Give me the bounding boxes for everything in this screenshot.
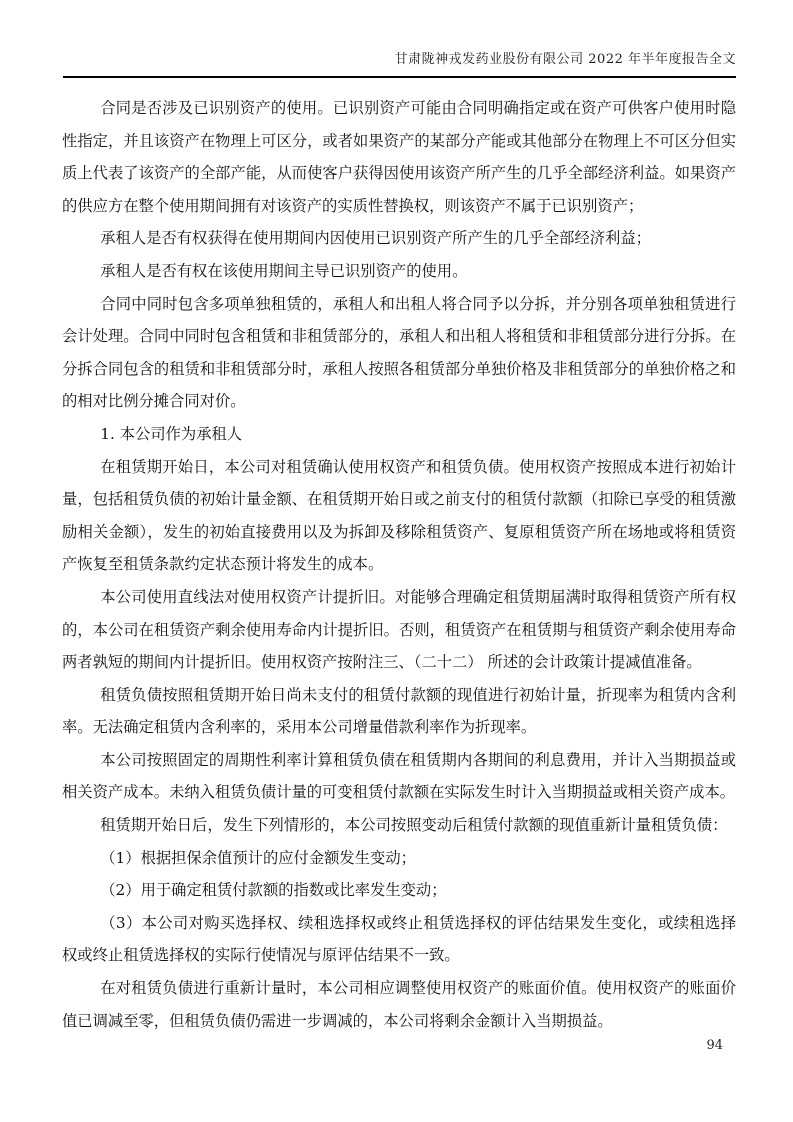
paragraph: 合同是否涉及已识别资产的使用。已识别资产可能由合同明确指定或在资产可供客户使用时隐性指定，并且该资产在物理上可区分，或者如果资产的某部分产能或其他部分在物理上不可区分但实质上代表了该资产的全部产能，从而使客户获得因使用该资产所产生的几乎全部经济利益。如果资产的供应方在整个使用期间拥有对该资产的实质性替换权，则该资产不属于已识别资产； [62,99,736,215]
paragraph: 租赁负债按照租赁期开始日尚未支付的租赁付款额的现值进行初始计量，折现率为租赁内含利率。无法确定租赁内含利率的，采用本公司增量借款利率作为折现率。 [62,685,736,737]
page-number: 94 [706,1038,723,1053]
list-item: （1）根据担保余值预计的应付金额发生变动； [100,848,416,867]
list-item: （3）本公司对购买选择权、续租选择权或终止租赁选择权的评估结果发生变化，或续租选择权或终止租赁选择权的实际行使情况与原评估结果不一致。 [62,913,736,965]
paragraph: 租赁期开始日后，发生下列情形的，本公司按照变动后租赁付款额的现值重新计量租赁负债： [100,816,728,835]
page-header [63,48,736,78]
paragraph: 承租人是否有权获得在使用期间内因使用已识别资产所产生的几乎全部经济利益； [100,229,651,248]
numbered-heading: 1. 本公司作为承租人 [100,424,243,443]
paragraph: 在租赁期开始日，本公司对租赁确认使用权资产和租赁负债。使用权资产按照成本进行初始计量，包括租赁负债的初始计量金额、在租赁期开始日或之前支付的租赁付款额（扣除已享受的租赁激励相关金额），发生的初始直接费用以及为拆卸及移除租赁资产、复原租赁资产所在场地或将租赁资产恢复至租赁条款约定状态预计将发生的成本。 [62,457,736,574]
paragraph: 合同中同时包含多项单独租赁的，承租人和出租人将合同予以分拆，并分别各项单独租赁进行会计处理。合同中同时包含租赁和非租赁部分的，承租人和出租人将租赁和非租赁部分进行分拆。在分拆合同包含的租赁和非租赁部分时，承租人按照各租赁部分单独价格及非租赁部分的单独价格之和的相对比例分摊合同对价。 [62,294,736,411]
report-title: 甘肃陇神戎发药业股份有限公司 2022 年半年度报告全文 [394,52,736,67]
list-item: （2）用于确定租赁付款额的指数或比率发生变动； [100,881,447,900]
paragraph: 在对租赁负债进行重新计量时，本公司相应调整使用权资产的账面价值。使用权资产的账面价值已调减至零，但租赁负债仍需进一步调减的，本公司将剩余金额计入当期损益。 [62,979,736,1030]
paragraph: 本公司按照固定的周期性利率计算租赁负债在租赁期内各期间的利息费用，并计入当期损益或相关资产成本。未纳入租赁负债计量的可变租赁付款额在实际发生时计入当期损益或相关资产成本。 [62,750,736,802]
paragraph: 本公司使用直线法对使用权资产计提折旧。对能够合理确定租赁期届满时取得租赁资产所有权的，本公司在租赁资产剩余使用寿命内计提折旧。否则，租赁资产在租赁期与租赁资产剩余使用寿命两者孰短的期间内计提折旧。使用权资产按附注三、（二十二） 所述的会计政策计提减值准备。 [62,587,736,672]
document-body [62,92,736,1037]
paragraph: 承租人是否有权在该使用期间主导已识别资产的使用。 [100,261,468,280]
